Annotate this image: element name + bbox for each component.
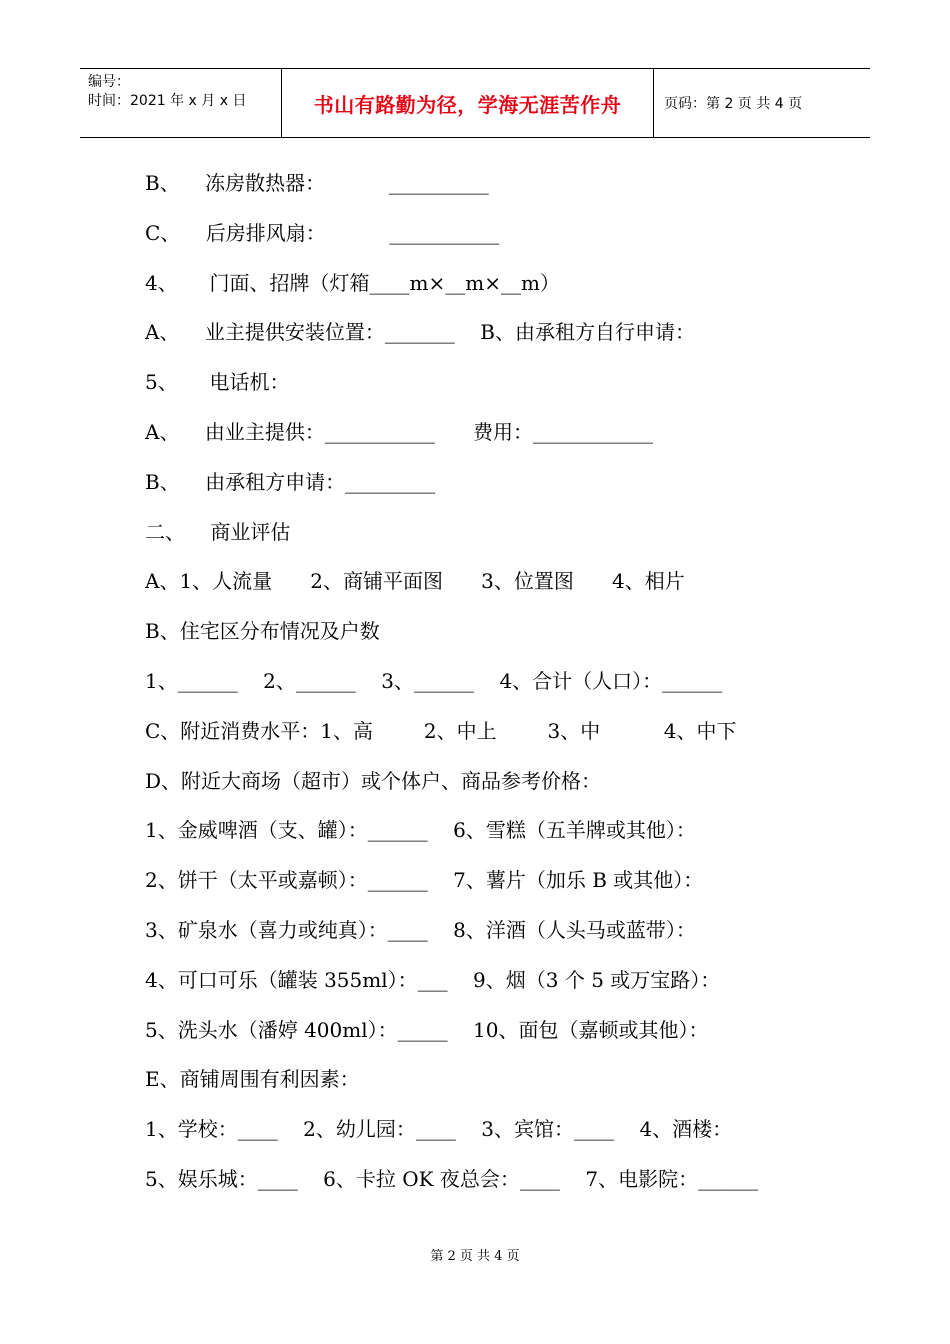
line-favorable-factors-1: 1、学校：____ 2、幼儿园：____ 3、宾馆：____ 4、酒楼： xyxy=(145,1117,733,1142)
line-price-1-6: 1、金威啤酒（支、罐）：______ 6、雪糕（五羊牌或其他）： xyxy=(145,818,696,843)
header-motto: 书山有路勤为径，学海无涯苦作舟 xyxy=(313,92,622,117)
line-storefront-sign: 4、 门面、招牌（灯箱____m×__m×__m） xyxy=(145,270,560,295)
page-footer: 第 2 页 共 4 页 xyxy=(430,1249,520,1264)
line-price-3-8: 3、矿泉水（喜力或纯真）：____ 8、洋酒（人头马或蓝带）： xyxy=(145,917,696,942)
line-telephone-owner: A、 由业主提供：___________ 费用：____________ xyxy=(145,419,654,444)
line-sign-installation: A、 业主提供安装位置：_______ B、由承租方自行申请： xyxy=(145,320,695,345)
line-telephone-tenant: B、 由承租方申请：_________ xyxy=(145,469,436,494)
page-header xyxy=(80,68,870,138)
document-number-label: 编号： xyxy=(88,74,130,90)
line-price-4-9: 4、可口可乐（罐装 355ml）：___ 9、烟（3 个 5 或万宝路）： xyxy=(145,967,721,992)
line-freezer-radiator: B、 冻房散热器： __________ xyxy=(145,171,489,195)
header-page-number: 页码：第 2 页 共 4 页 xyxy=(664,96,803,112)
line-reference-prices-heading: D、附近大商场（超市）或个体户、商品参考价格： xyxy=(145,768,602,793)
line-consumption-level: C、附近消费水平：1、高 2、中上 3、中 4、中下 xyxy=(145,718,737,743)
line-price-5-10: 5、洗头水（潘婷 400ml）：_____ 10、面包（嘉顿或其他）： xyxy=(145,1017,709,1042)
line-exhaust-fan: C、 后房排风扇： ___________ xyxy=(145,220,500,245)
document-date: 时间：2021 年 x 月 x 日 xyxy=(88,93,247,109)
line-price-2-7: 2、饼干（太平或嘉顿）：______ 7、薯片（加乐 B 或其他）： xyxy=(145,868,704,893)
line-favorable-factors-heading: E、商铺周围有利因素： xyxy=(145,1067,360,1092)
line-favorable-factors-2: 5、娱乐城：____ 6、卡拉 OK 夜总会：____ 7、电影院：______ xyxy=(145,1166,759,1191)
line-assessment-items: A、1、人流量 2、商铺平面图 3、位置图 4、相片 xyxy=(145,569,685,594)
section-heading-business-assessment: 二、 商业评估 xyxy=(145,519,291,544)
document-body xyxy=(145,159,845,1205)
line-residential-distribution: B、住宅区分布情况及户数 xyxy=(145,619,380,644)
header-meta xyxy=(80,69,282,137)
line-telephone: 5、 电话机： xyxy=(145,370,290,395)
line-household-counts: 1、______ 2、______ 3、______ 4、合计（人口）：______ xyxy=(145,668,723,693)
header-page-cell xyxy=(654,69,870,137)
header-motto-cell xyxy=(282,69,654,137)
